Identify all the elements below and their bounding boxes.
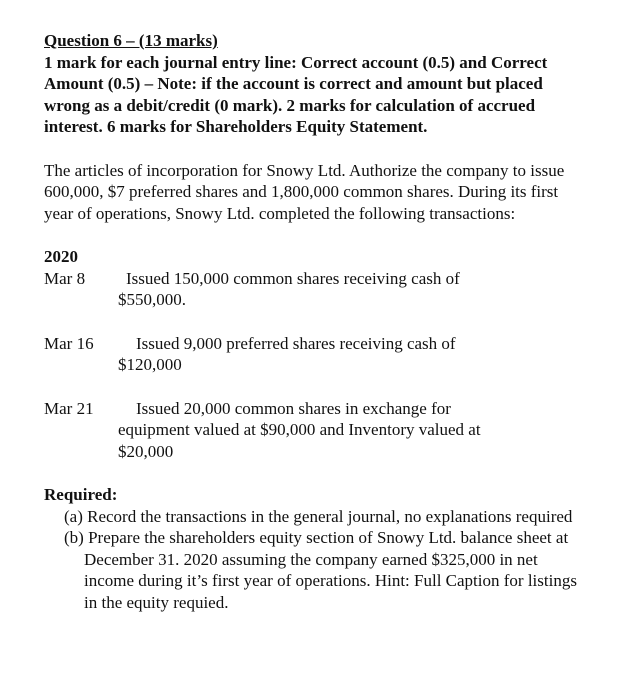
question-title: Question 6 – (13 marks) xyxy=(44,31,218,50)
required-list xyxy=(44,506,624,614)
transaction-date: Mar 16 xyxy=(44,333,94,353)
question-page xyxy=(44,30,624,613)
transaction-description-rest: $120,000 xyxy=(118,355,182,374)
required-item-a: (a) Record the transactions in the general journal, no explanations required xyxy=(64,506,573,526)
transaction-description-line: Issued 150,000 common shares receiving cash of xyxy=(126,268,460,288)
transaction-description xyxy=(44,333,624,376)
transaction-description xyxy=(44,398,538,463)
required-item-b: (b) Prepare the shareholders equity section of Snowy Ltd. balance sheet at December 31. 2020 assuming the company earned $325,000 in net income during it’s first year of operations. Hint: Full Caption for listings in the equity requied. xyxy=(64,528,577,612)
transaction-description-line: Issued 9,000 preferred shares receiving cash of xyxy=(136,333,456,353)
transaction-date: Mar 8 xyxy=(44,268,86,288)
marking-instructions: 1 mark for each journal entry line: Correct account (0.5) and Correct Amount (0.5) – Note: if the account is correct and amount but placed wrong as a debit/credit (0 mark). 2 marks for calculation of accrued interest. 6 marks for Shareholders Equity Statement. xyxy=(44,52,548,136)
required-heading: Required: xyxy=(44,485,118,504)
transaction-description-rest: $550,000. xyxy=(118,290,186,309)
transaction-description-rest: equipment valued at $90,000 and Inventory valued at $20,000 xyxy=(118,420,481,461)
transaction-date: Mar 21 xyxy=(44,398,94,418)
transaction-row xyxy=(44,268,624,311)
question-heading-row xyxy=(44,30,624,52)
transaction-row xyxy=(44,398,624,463)
transaction-description xyxy=(44,268,624,311)
transaction-description-line: Issued 20,000 common shares in exchange for xyxy=(136,398,451,418)
transaction-row xyxy=(44,333,624,376)
intro-paragraph: The articles of incorporation for Snowy Ltd. Authorize the company to issue 600,000, $7 preferred shares and 1,800,000 common shares. During its first year of operations, Snowy Ltd. completed the following transactions: xyxy=(44,160,565,223)
transaction-year: 2020 xyxy=(44,247,78,266)
